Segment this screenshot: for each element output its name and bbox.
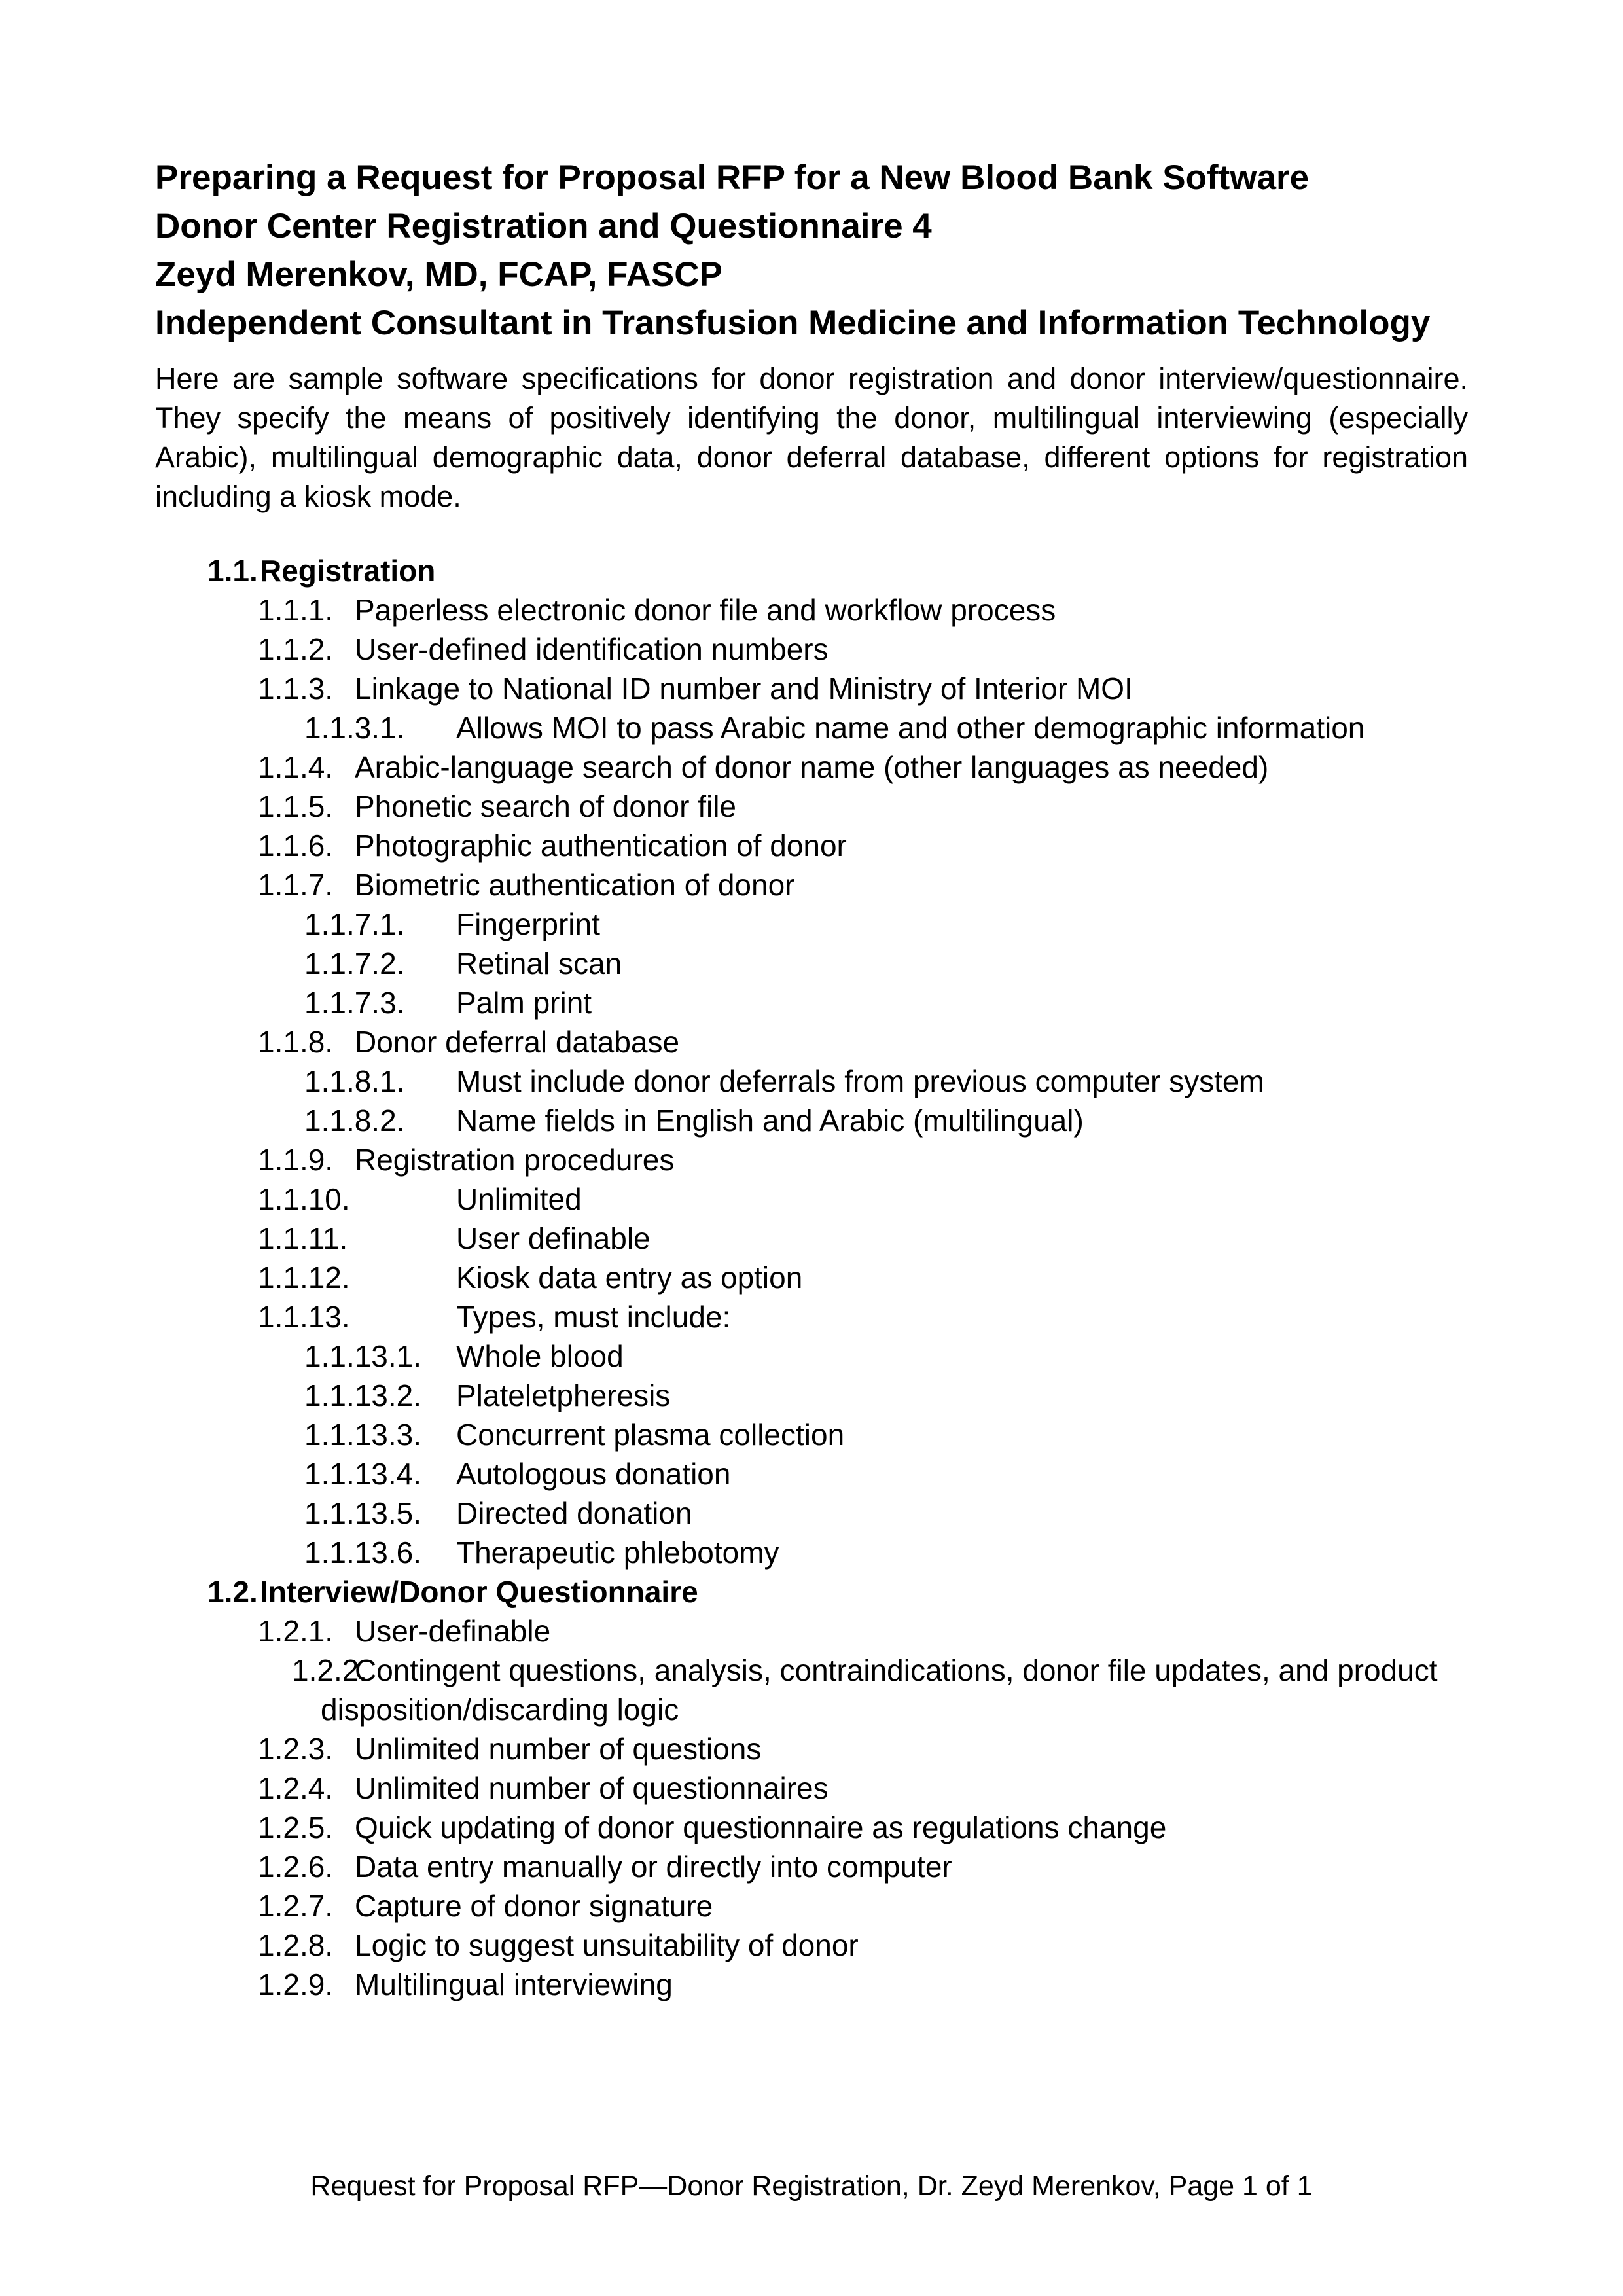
- outline-item: [155, 944, 1468, 983]
- outline-item-text: Kiosk data entry as option: [456, 1261, 803, 1295]
- outline-item-text: Concurrent plasma collection: [456, 1418, 845, 1452]
- outline-item-text: Phonetic search of donor file: [355, 789, 737, 823]
- outline-heading: [155, 551, 1468, 590]
- outline-item: [155, 1768, 1468, 1808]
- outline-item-text: Must include donor deferrals from previous computer system: [456, 1064, 1264, 1098]
- outline-item-text: Interview/Donor Questionnaire: [260, 1575, 698, 1609]
- outline-item: [155, 1611, 1468, 1651]
- outline-item-text: Paperless electronic donor file and workflow process: [355, 593, 1056, 627]
- outline-item-number: 1.1.12.: [258, 1261, 350, 1295]
- outline-item-text: User definable: [456, 1221, 651, 1255]
- outline-item-number: 1.1.1.: [258, 593, 334, 627]
- outline-item: [155, 747, 1468, 787]
- outline-item: [155, 1101, 1468, 1140]
- outline-item-number: 1.2.1.: [258, 1614, 334, 1648]
- outline-item: [155, 1336, 1468, 1376]
- outline-item: [155, 1847, 1468, 1886]
- outline-item-text: Biometric authentication of donor: [355, 868, 795, 902]
- outline-item: [155, 669, 1468, 708]
- outline-item-number: 1.1.8.1.: [304, 1064, 405, 1098]
- intro-paragraph: Here are sample software specifications for donor registration and donor interview/questionnaire. They specify the means of positively identifying the donor, multilingual interviewing (especially Arabic), multilingual demographic data, donor deferral database, different options for registration including a kiosk mode.: [155, 362, 1468, 513]
- outline-item-number: 1.1.13.4.: [304, 1457, 422, 1491]
- outline-item-number: 1.2.7.: [258, 1889, 334, 1923]
- outline-item: [155, 905, 1468, 944]
- outline-item: [155, 826, 1468, 865]
- outline-item: [155, 1533, 1468, 1572]
- outline-item-text: Directed donation: [456, 1496, 692, 1530]
- document-title: Preparing a Request for Proposal RFP for a New Blood Bank Software: [155, 158, 1310, 197]
- outline-item: [155, 630, 1468, 669]
- outline-item-number: 1.1.: [207, 554, 258, 588]
- outline-item-text: Retinal scan: [456, 946, 622, 980]
- outline-item-text: Name fields in English and Arabic (multilingual): [456, 1103, 1084, 1138]
- outline-item-number: 1.1.11.: [258, 1221, 348, 1255]
- outline-item-text: User-defined identification numbers: [355, 632, 829, 666]
- outline-item-number: 1.1.3.: [258, 672, 334, 706]
- outline-item: [155, 1415, 1468, 1454]
- outline-item-number: 1.1.6.: [258, 829, 334, 863]
- outline-item: [155, 708, 1468, 747]
- outline-item-text: Unlimited number of questionnaires: [355, 1771, 829, 1805]
- outline-item: [155, 1454, 1468, 1494]
- outline-item: [155, 1729, 1468, 1768]
- outline-item-number: 1.1.13.6.: [304, 1535, 422, 1570]
- outline-item: [155, 983, 1468, 1022]
- outline-item: [155, 865, 1468, 905]
- outline-item-number: 1.2.4.: [258, 1771, 334, 1805]
- outline-item-number: 1.1.13.: [258, 1300, 350, 1334]
- outline-item-number: 1.1.13.5.: [304, 1496, 422, 1530]
- outline-item-text: Registration procedures: [355, 1143, 675, 1177]
- outline-list: [155, 551, 1468, 2004]
- outline-item-text: Multilingual interviewing: [355, 1967, 673, 2001]
- outline-item-number: 1.1.13.1.: [304, 1339, 422, 1373]
- document-subtitle: Donor Center Registration and Questionnaire 4: [155, 207, 932, 245]
- outline-item: [155, 1494, 1468, 1533]
- outline-item: [155, 1886, 1468, 1926]
- outline-item-text: Types, must include:: [456, 1300, 731, 1334]
- outline-item-text: Unlimited number of questions: [355, 1732, 762, 1766]
- outline-item-number: 1.1.7.3.: [304, 986, 405, 1020]
- outline-item-number: 1.2.6.: [258, 1850, 334, 1884]
- outline-item-number: 1.1.2.: [258, 632, 334, 666]
- outline-item: [155, 1965, 1468, 2004]
- outline-item-number: 1.2.2.: [292, 1653, 368, 1687]
- outline-heading: [155, 1572, 1468, 1611]
- outline-item: [155, 1140, 1468, 1179]
- outline-item-number: 1.2.9.: [258, 1967, 334, 2001]
- outline-item: [155, 1376, 1468, 1415]
- outline-item-text: Unlimited: [456, 1182, 582, 1216]
- outline-item: [155, 1219, 1468, 1258]
- outline-item-text: Palm print: [456, 986, 592, 1020]
- outline-item-number: 1.2.: [207, 1575, 258, 1609]
- outline-item-text: Allows MOI to pass Arabic name and other demographic information: [456, 711, 1365, 745]
- outline-item-text: Quick updating of donor questionnaire as regulations change: [355, 1810, 1167, 1844]
- outline-item: [155, 1297, 1468, 1336]
- outline-item-text: Contingent questions, analysis, contraindications, donor file updates, and product disposition/discarding logic: [321, 1653, 1438, 1727]
- outline-item-number: 1.1.13.2.: [304, 1378, 422, 1412]
- outline-item: [155, 590, 1468, 630]
- outline-item-number: 1.2.3.: [258, 1732, 334, 1766]
- outline-item-text: User-definable: [355, 1614, 551, 1648]
- outline-item-number: 1.2.5.: [258, 1810, 334, 1844]
- outline-item-text: Whole blood: [456, 1339, 624, 1373]
- outline-item-text: Donor deferral database: [355, 1025, 680, 1059]
- outline-item-number: 1.1.3.1.: [304, 711, 405, 745]
- outline-item: [155, 1179, 1468, 1219]
- outline-item-text: Fingerprint: [456, 907, 600, 941]
- outline-item-text: Therapeutic phlebotomy: [456, 1535, 779, 1570]
- outline-item-number: 1.1.10.: [258, 1182, 350, 1216]
- outline-item-text: Arabic-language search of donor name (other languages as needed): [355, 750, 1269, 784]
- outline-item: [155, 1926, 1468, 1965]
- outline-item-number: 1.2.8.: [258, 1928, 334, 1962]
- outline-item-number: 1.1.5.: [258, 789, 334, 823]
- outline-item-text: Data entry manually or directly into computer: [355, 1850, 952, 1884]
- author-role: Independent Consultant in Transfusion Medicine and Information Technology: [155, 304, 1431, 342]
- outline-item-number: 1.1.9.: [258, 1143, 334, 1177]
- outline-item: [155, 1062, 1468, 1101]
- outline-item-text: Photographic authentication of donor: [355, 829, 847, 863]
- outline-item-number: 1.1.8.: [258, 1025, 334, 1059]
- outline-item-number: 1.1.7.1.: [304, 907, 405, 941]
- document-title-block: [155, 154, 1468, 348]
- outline-item-number: 1.1.7.: [258, 868, 334, 902]
- author-name: Zeyd Merenkov, MD, FCAP, FASCP: [155, 255, 722, 294]
- outline-item-text: Linkage to National ID number and Ministry of Interior MOI: [355, 672, 1133, 706]
- outline-item-number: 1.1.8.2.: [304, 1103, 405, 1138]
- outline-item-number: 1.1.7.2.: [304, 946, 405, 980]
- page-footer: Request for Proposal RFP—Donor Registration, Dr. Zeyd Merenkov, Page 1 of 1: [310, 2170, 1313, 2202]
- outline-item-text: Logic to suggest unsuitability of donor: [355, 1928, 859, 1962]
- outline-item: [155, 1022, 1468, 1062]
- outline-item-text: Registration: [260, 554, 436, 588]
- outline-item-number: 1.1.13.3.: [304, 1418, 422, 1452]
- outline-item: [155, 787, 1468, 826]
- outline-item: [155, 1808, 1468, 1847]
- outline-item: [155, 1258, 1468, 1297]
- outline-item: [155, 1651, 1468, 1729]
- outline-item-number: 1.1.4.: [258, 750, 334, 784]
- outline-item-text: Plateletpheresis: [456, 1378, 671, 1412]
- outline-item-text: Autologous donation: [456, 1457, 731, 1491]
- outline-item-text: Capture of donor signature: [355, 1889, 713, 1923]
